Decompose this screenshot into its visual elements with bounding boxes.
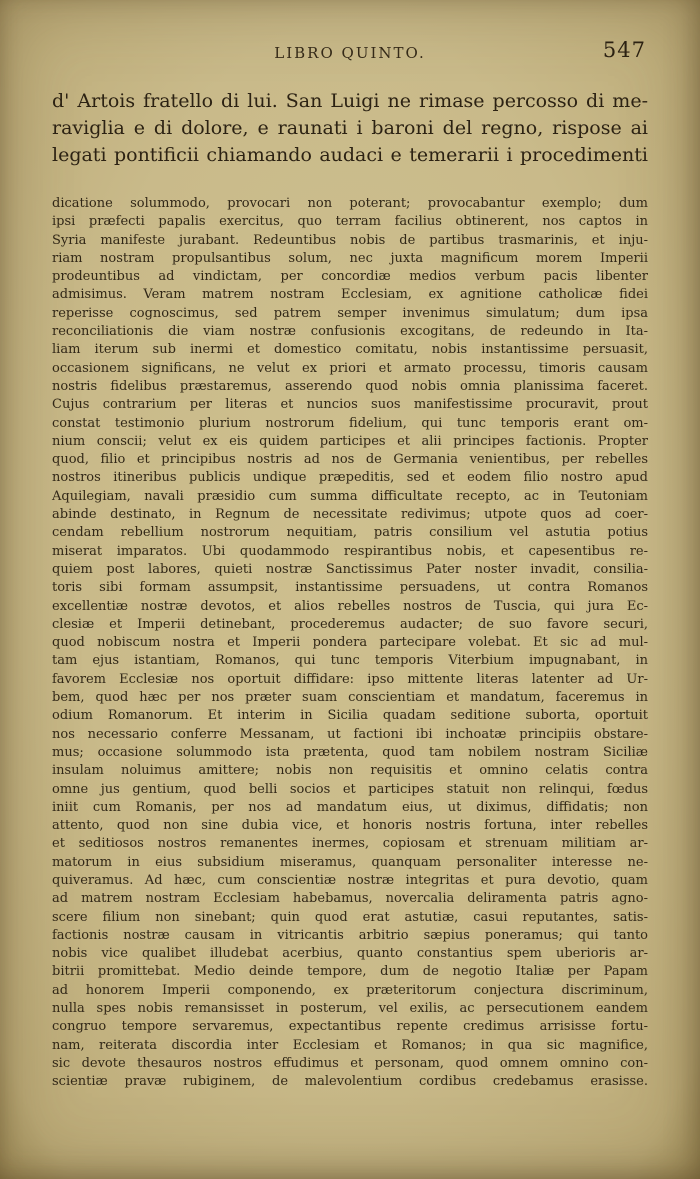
text-line: quiveramus. Ad hæc, cum conscientiæ nostræ integritas et pura devotio, quam xyxy=(52,872,648,888)
text-line: toris sibi formam assumpsit, instantissime persuadens, ut contra Romanos xyxy=(52,580,648,596)
text-line: nostros itineribus publicis undique præpeditis, sed et eodem filio nostro apud xyxy=(52,470,648,486)
text-line: scere filium non sinebant; quin quod erat astutiæ, casui reputantes, satis- xyxy=(52,909,648,925)
text-line: matorum in eius subsidium miseramus, quanquam personaliter interesse ne- xyxy=(52,854,648,870)
text-line: nulla spes nobis remansisset in posterum, vel exilis, ac persecutionem eandem xyxy=(52,1001,648,1017)
text-line: raviglia e di dolore, e raunati i baroni del regno, rispose ai xyxy=(52,117,648,139)
text-line: quod, filio et principibus nostris ad nos de Germania venientibus, per rebelles xyxy=(52,452,648,468)
text-line: scientiæ pravæ rubiginem, de malevolentium cordibus credebamus erasisse. xyxy=(52,1074,648,1090)
text-line: nium conscii; velut ex eis quidem participes et alii principes factionis. Propter xyxy=(52,433,648,449)
text-line: miserat imparatos. Ubi quodammodo respirantibus nobis, et capesentibus re- xyxy=(52,543,648,559)
text-line: odium Romanorum. Et interim in Sicilia quadam seditione suborta, oportuit xyxy=(52,708,648,724)
text-line: prodeuntibus ad vindictam, per concordiæ medios verbum pacis libenter xyxy=(52,269,648,285)
text-line: congruo tempore servaremus, expectantibus repente credimus arrisisse fortu- xyxy=(52,1019,648,1035)
text-line: dicatione solummodo, provocari non poterant; provocabantur exemplo; dum xyxy=(52,196,648,211)
text-line: excellentiæ nostræ devotos, et alios rebelles nostros de Tuscia, qui jura Ec- xyxy=(52,598,648,614)
text-line: d' Artois fratello di lui. San Luigi ne rimase percosso di me- xyxy=(52,90,648,112)
page-number: 547 xyxy=(602,38,646,62)
text-line: constat testimonio plurium nostrorum fidelium, qui tunc temporis erant om- xyxy=(52,415,648,431)
main-paragraph xyxy=(52,88,648,169)
text-line: insulam noluimus amittere; nobis non requisitis et omnino celatis contra xyxy=(52,763,648,779)
quote-block xyxy=(52,195,648,1092)
text-line: omne jus gentium, quod belli socios et participes statuit non relinqui, fœdus xyxy=(52,781,648,797)
text-line: nostris fidelibus præstaremus, asserendo quod nobis omnia planissima faceret. xyxy=(52,378,648,394)
text-line: bem, quod hæc per nos præter suam conscientiam et mandatum, faceremus in xyxy=(52,690,648,706)
text-line: quod nobiscum nostra et Imperii pondera partecipare volebat. Et sic ad mul- xyxy=(52,635,648,651)
text-line: ad honorem Imperii componendo, ex præteritorum conjectura discriminum, xyxy=(52,982,648,998)
text-line: attento, quod non sine dubia vice, et honoris nostris fortuna, inter rebelles xyxy=(52,818,648,834)
text-line: Cujus contrarium per literas et nuncios suos manifestissime procuravit, prout xyxy=(52,397,648,413)
text-line: admisimus. Veram matrem nostram Ecclesiam, ex agnitione catholicæ fidei xyxy=(52,287,648,303)
text-line: nobis vice qualibet illudebat acerbius, quanto constantius spem uberioris ar- xyxy=(52,946,648,962)
text-line: ad matrem nostram Ecclesiam habebamus, novercalia deliramenta patris agno- xyxy=(52,891,648,907)
text-line: occasionem significans, ne velut ex priori et armato processu, timoris causam xyxy=(52,360,648,376)
running-title: LIBRO QUINTO. xyxy=(274,44,426,62)
text-line: liam iterum sub inermi et domestico comitatu, nobis instantissime persuasit, xyxy=(52,342,648,358)
text-line: riam nostram propulsantibus solum, nec juxta magnificum morem Imperii xyxy=(52,250,648,266)
text-line: et seditiosos nostros remanentes inermes, copiosam et strenuam militiam ar- xyxy=(52,836,648,852)
text-line: Syria manifeste jurabant. Redeuntibus nobis de partibus trasmarinis, et inju- xyxy=(52,232,648,248)
text-line: abinde destinato, in Regnum de necessitate redivimus; utpote quos ad coer- xyxy=(52,507,648,523)
text-line: reperisse cognoscimus, sed patrem semper invenimus simulatum; dum ipsa xyxy=(52,305,648,321)
text-line: sic devote thesauros nostros effudimus et personam, quod omnem omnino con- xyxy=(52,1055,648,1071)
text-line: reconciliationis die viam nostræ confusionis excogitans, de redeundo in Ita- xyxy=(52,324,648,340)
text-line: legati pontificii chiamando audaci e temerarii i procedimenti xyxy=(52,144,648,166)
page-header xyxy=(52,38,648,70)
text-line: favorem Ecclesiæ nos oportuit diffidare: ipso mittente literas latenter ad Ur- xyxy=(52,671,648,687)
text-line: quiem post labores, quieti nostræ Sanctissimus Pater noster invadit, consilia- xyxy=(52,561,648,577)
text-line: bitrii promittebat. Medio deinde tempore, dum de negotio Italiæ per Papam xyxy=(52,964,648,980)
text-line: clesiæ et Imperii detinebant, procederemus audacter; de suo favore securi, xyxy=(52,616,648,632)
text-line: factionis nostræ causam in vitricantis arbitrio sæpius poneramus; qui tanto xyxy=(52,927,648,943)
text-line: iniit cum Romanis, per nos ad mandatum eius, ut diximus, diffidatis; non xyxy=(52,799,648,815)
text-line: cendam rebellium nostrorum nequitiam, patris consilium vel astutia potius xyxy=(52,525,648,541)
text-line: ipsi præfecti papalis exercitus, quo terram facilius obtinerent, nos captos in xyxy=(52,214,648,230)
text-line: nam, reiterata discordia inter Ecclesiam et Romanos; in qua sic magnifice, xyxy=(52,1037,648,1053)
text-line: nos necessario conferre Messanam, ut factioni ibi inchoatæ principiis obstare- xyxy=(52,726,648,742)
text-line: Aquilegiam, navali præsidio cum summa difficultate recepto, ac in Teutoniam xyxy=(52,488,648,504)
text-line: mus; occasione solummodo ista prætenta, quod tam nobilem nostram Siciliæ xyxy=(52,744,648,760)
text-line: tam ejus istantiam, Romanos, qui tunc temporis Viterbium impugnabant, in xyxy=(52,653,648,669)
